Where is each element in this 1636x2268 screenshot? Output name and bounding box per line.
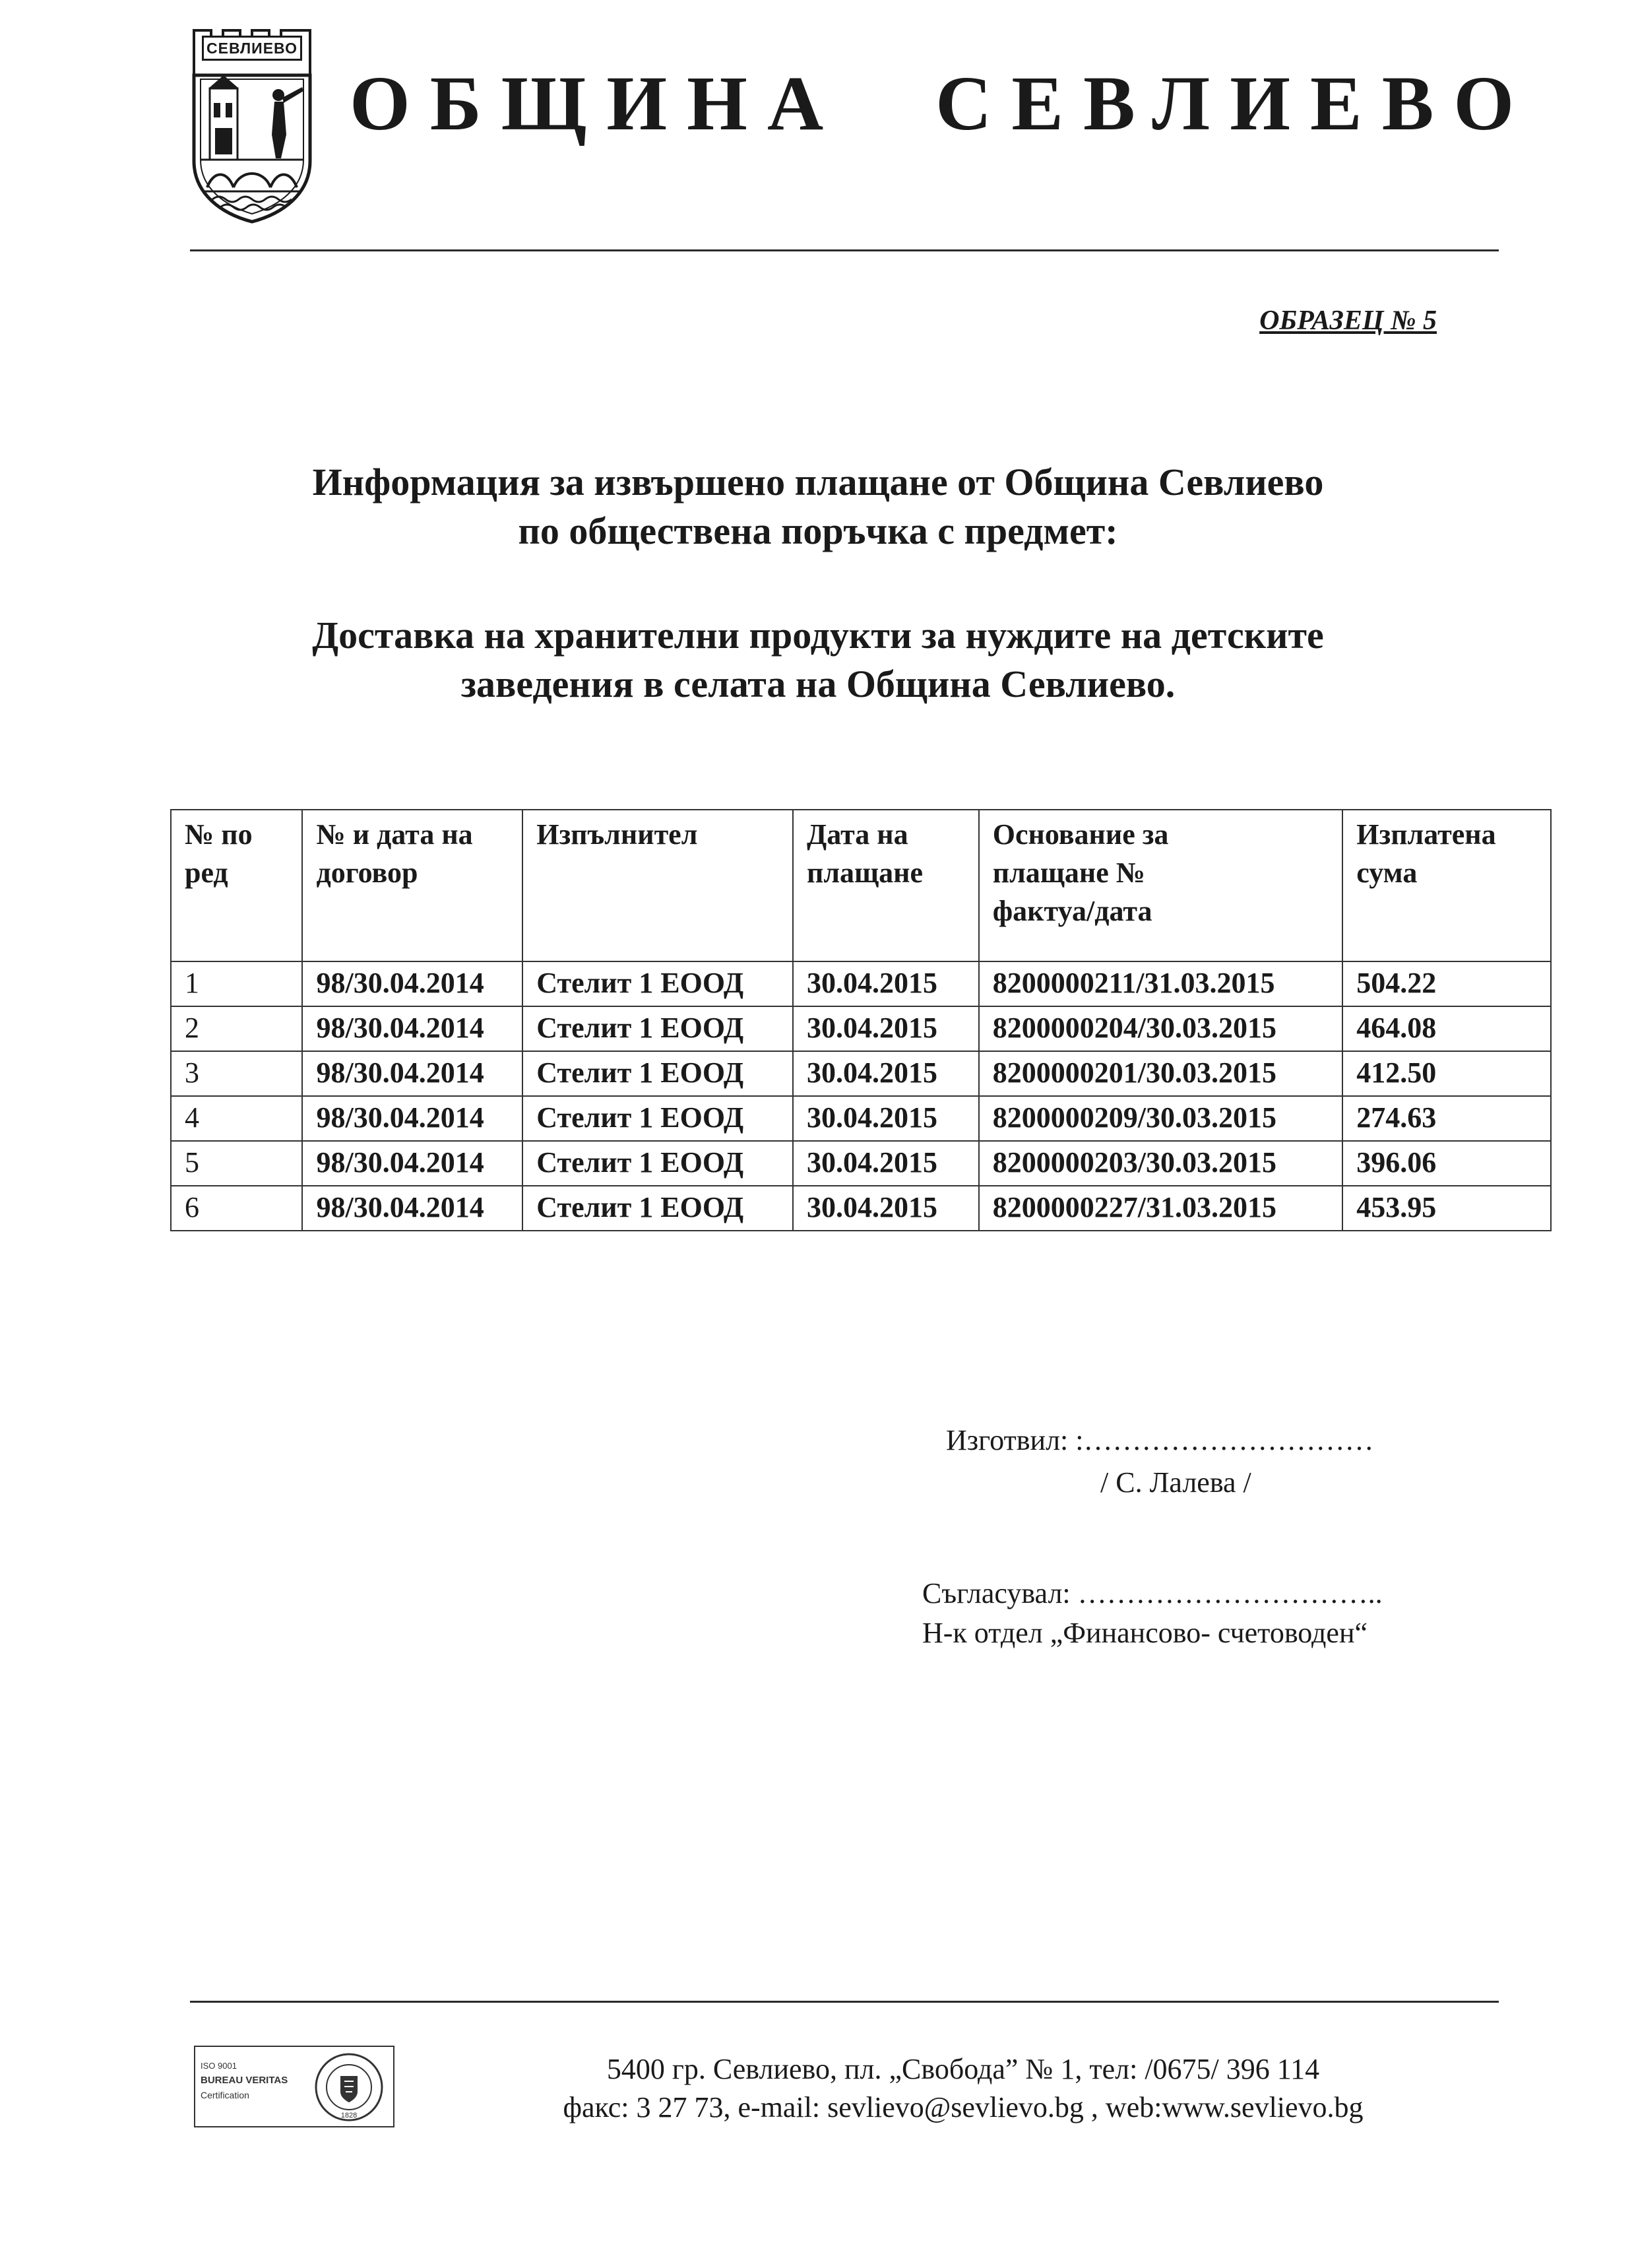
cell-amount: 453.95 [1342, 1186, 1551, 1231]
certification-text [201, 2059, 288, 2102]
cell-payment-date: 30.04.2015 [793, 961, 979, 1006]
cell-contractor: Стелит 1 ЕООД [522, 961, 793, 1006]
procurement-subject [185, 611, 1451, 709]
cell-contractor: Стелит 1 ЕООД [522, 1186, 793, 1231]
municipality-crest [190, 29, 314, 224]
cell-contractor: Стелит 1 ЕООД [522, 1051, 793, 1096]
header-cell-invoice: Основание за плащане № фактуа/дата [979, 810, 1343, 961]
heading-line-2: по обществена поръчка с предмет: [518, 509, 1118, 552]
cell-payment-date: 30.04.2015 [793, 1186, 979, 1231]
approved-by-role: Н-к отдел „Финансово- счетоводен“ [922, 1617, 1368, 1649]
subject-line-1: Доставка на хранителни продукти за нуждите на детските [312, 614, 1324, 657]
bureau-veritas-seal-icon [313, 2051, 385, 2123]
cell-payment-date: 30.04.2015 [793, 1096, 979, 1141]
cell-contractor: Стелит 1 ЕООД [522, 1006, 793, 1051]
cell-contract: 98/30.04.2014 [302, 1006, 522, 1051]
cell-contractor: Стелит 1 ЕООД [522, 1141, 793, 1186]
form-number-tag: ОБРАЗЕЦ № 5 [1259, 306, 1437, 336]
cell-contract: 98/30.04.2014 [302, 961, 522, 1006]
prepared-by-name: / С. Лалева / [1100, 1466, 1251, 1499]
subject-line-2: заведения в селата на Община Севлиево. [460, 663, 1176, 705]
table-row [171, 1141, 1551, 1186]
cell-invoice: 8200000227/31.03.2015 [979, 1186, 1343, 1231]
footer-divider [190, 2001, 1499, 2003]
table-row [171, 1186, 1551, 1231]
header-cell-payment-date: Дата на плащане [793, 810, 979, 961]
cell-amount: 274.63 [1342, 1096, 1551, 1141]
seal-year: 1828 [340, 2112, 358, 2120]
cell-contract: 98/30.04.2014 [302, 1141, 522, 1186]
cert-bureau-label: BUREAU VERITAS [201, 2075, 288, 2086]
cert-iso-label: ISO 9001 [201, 2061, 237, 2071]
footer-address: 5400 гр. Севлиево, пл. „Свобода” № 1, тел: /0675/ 396 114 [606, 2053, 1320, 2085]
cell-amount: 504.22 [1342, 961, 1551, 1006]
table-header-row [171, 810, 1551, 961]
table-row [171, 1006, 1551, 1051]
cell-amount: 412.50 [1342, 1051, 1551, 1096]
cell-payment-date: 30.04.2015 [793, 1006, 979, 1051]
payments-table [170, 809, 1552, 1231]
cell-row-number: 1 [171, 961, 302, 1006]
header-cell-amount: Изплатена сума [1342, 810, 1551, 961]
crest-banner-label: СЕВЛИЕВО [202, 36, 302, 61]
footer-contacts: факс: 3 27 73, e-mail: sevlievo@sevlievo.bg , web:www.sevlievo.bg [563, 2091, 1364, 2123]
cell-row-number: 4 [171, 1096, 302, 1141]
cell-invoice: 8200000211/31.03.2015 [979, 961, 1343, 1006]
header-cell-contractor: Изпълнител [522, 810, 793, 961]
municipality-title-word1: ОБЩИНА [350, 60, 844, 146]
cell-invoice: 8200000209/30.03.2015 [979, 1096, 1343, 1141]
cell-contract: 98/30.04.2014 [302, 1051, 522, 1096]
document-heading [185, 458, 1451, 556]
table-row [171, 961, 1551, 1006]
approved-by-line: Съгласувал: ………………………….. [922, 1577, 1383, 1609]
cell-invoice: 8200000203/30.03.2015 [979, 1141, 1343, 1186]
cell-contract: 98/30.04.2014 [302, 1096, 522, 1141]
certification-badge [194, 2046, 394, 2127]
cell-contractor: Стелит 1 ЕООД [522, 1096, 793, 1141]
cell-amount: 464.08 [1342, 1006, 1551, 1051]
header-divider [190, 249, 1499, 251]
table-row [171, 1096, 1551, 1141]
municipality-title [350, 54, 1534, 153]
cell-row-number: 3 [171, 1051, 302, 1096]
table-row [171, 1051, 1551, 1096]
header-cell-row-number: № по ред [171, 810, 302, 961]
heading-line-1: Информация за извършено плащане от Община Севлиево [312, 461, 1324, 503]
header-cell-contract: № и дата на договор [302, 810, 522, 961]
prepared-by-line: Изготвил: :………………………… [946, 1424, 1374, 1456]
cell-row-number: 5 [171, 1141, 302, 1186]
cell-amount: 396.06 [1342, 1141, 1551, 1186]
cell-payment-date: 30.04.2015 [793, 1141, 979, 1186]
municipality-title-word2: СЕВЛИЕВО [935, 60, 1534, 146]
cell-row-number: 6 [171, 1186, 302, 1231]
cell-contract: 98/30.04.2014 [302, 1186, 522, 1231]
cell-invoice: 8200000201/30.03.2015 [979, 1051, 1343, 1096]
cell-invoice: 8200000204/30.03.2015 [979, 1006, 1343, 1051]
cell-row-number: 2 [171, 1006, 302, 1051]
cell-payment-date: 30.04.2015 [793, 1051, 979, 1096]
cert-type-label: Certification [201, 2090, 249, 2100]
